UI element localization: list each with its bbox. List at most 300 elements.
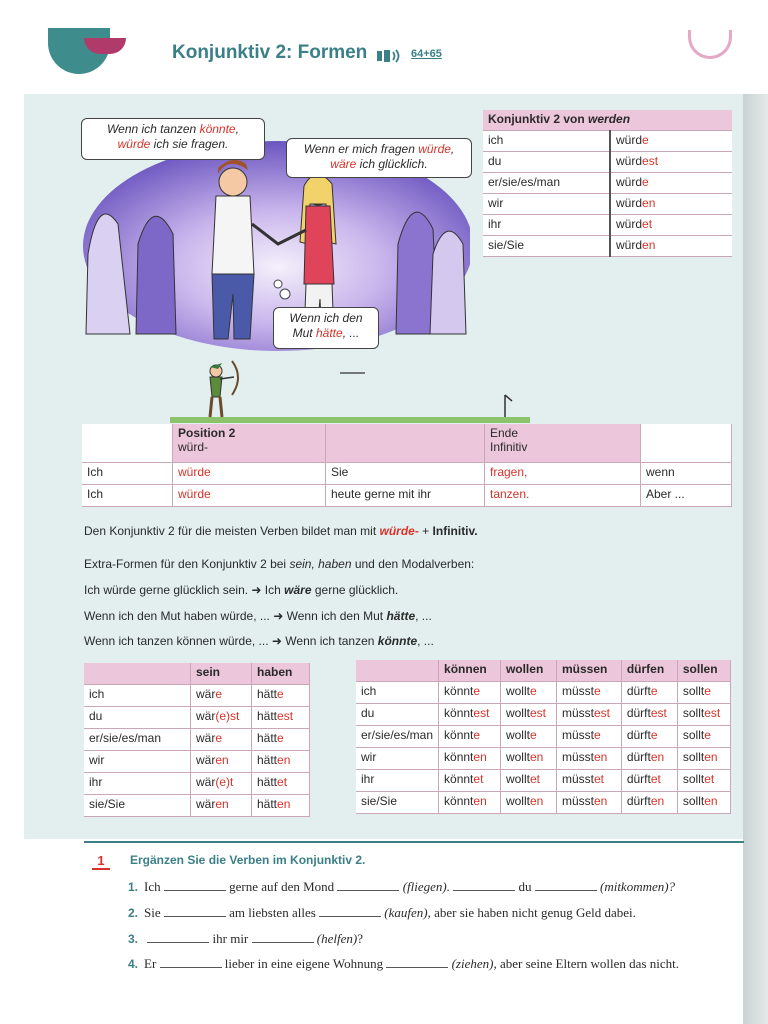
stem: könnt (444, 728, 474, 742)
archer-illustration (160, 355, 540, 427)
item-text: gerne auf den Mond (229, 879, 335, 894)
bubble-highlight: würde (117, 137, 151, 151)
form-cell (556, 682, 621, 704)
item-number: 3. (128, 932, 139, 946)
ending: est (704, 706, 721, 720)
header-cell-middle (326, 424, 485, 463)
stem: hätt (257, 753, 278, 767)
form-cell (191, 795, 252, 817)
item-number: 4. (128, 957, 139, 971)
answer-blank[interactable] (252, 930, 314, 943)
table-row (483, 173, 732, 194)
answer-blank[interactable] (164, 878, 226, 891)
item-text: Ich (144, 879, 161, 894)
text-emphasis: wäre (284, 583, 312, 597)
stem: wollt (505, 706, 530, 720)
stem: hätt (257, 731, 278, 745)
form-cell (556, 704, 621, 726)
form-cell (191, 729, 252, 751)
pronoun-cell: wir (483, 194, 610, 215)
table-row (82, 463, 732, 485)
stem: wollt (505, 750, 530, 764)
table-row (84, 751, 310, 773)
form-cell (677, 748, 730, 770)
bubble-text: Wenn ich tanzen (107, 122, 200, 136)
cell-continuation: Aber ... (641, 485, 732, 507)
form-cell (191, 773, 252, 795)
pronoun-cell: ihr (84, 773, 191, 795)
ending: en (704, 750, 718, 764)
speech-bubble-3 (273, 307, 379, 349)
cell-infinitive: fragen, (485, 463, 641, 485)
item-text: lieber in eine eigene Wohnung (224, 956, 384, 971)
form-cell (610, 173, 732, 194)
stem: könnt (444, 706, 474, 720)
stem: wär (196, 709, 216, 723)
bubble-text: , ... (342, 326, 360, 340)
ending: en (473, 794, 487, 808)
item-verb-hint: (mitkommen)? (599, 879, 676, 894)
stem: hätt (257, 687, 278, 701)
ending: e (473, 684, 481, 698)
bubble-highlight: hätte (315, 326, 343, 340)
ending: en (473, 750, 487, 764)
form-cell (191, 751, 252, 773)
header-cell-empty (82, 424, 173, 463)
answer-blank[interactable] (319, 904, 381, 917)
stem: würd (616, 175, 643, 189)
table-row (84, 685, 310, 707)
form-cell (500, 748, 556, 770)
grammar-rule (84, 524, 478, 538)
ending: et (473, 772, 484, 786)
table-header-row (356, 660, 731, 682)
pronoun-cell: ihr (356, 770, 439, 792)
text: , ... (417, 634, 434, 648)
form-cell (252, 751, 310, 773)
pronoun-cell: du (483, 152, 610, 173)
pronoun-cell: wir (356, 748, 439, 770)
ending: en (529, 794, 544, 808)
form-cell (439, 770, 501, 792)
pronoun-cell: ich (356, 682, 439, 704)
speech-bubble-2 (286, 138, 472, 178)
form-cell (439, 748, 501, 770)
ending: en (594, 794, 608, 808)
header-cell: können (439, 660, 501, 682)
ending: en (215, 797, 229, 811)
table-row (84, 773, 310, 795)
exercise-item-2 (128, 904, 636, 921)
ending: et (529, 772, 540, 786)
ending: en (704, 794, 718, 808)
rule-bold: Infinitiv. (432, 524, 478, 538)
ending: et (642, 217, 653, 231)
item-text: am liebsten alles (229, 905, 316, 920)
ending: e (642, 175, 649, 189)
stem: müsst (561, 706, 594, 720)
sentence-position-table (82, 424, 732, 507)
ending: e (650, 684, 658, 698)
item-number: 1. (128, 880, 139, 894)
stem: dürft (626, 772, 651, 786)
stem: dürft (626, 728, 651, 742)
ending: e (277, 731, 284, 745)
form-cell (500, 726, 556, 748)
header-cell-ende (485, 424, 641, 463)
ending: (e)t (215, 775, 234, 789)
stem: dürft (626, 794, 651, 808)
form-cell (500, 792, 556, 814)
form-cell (621, 770, 677, 792)
answer-blank[interactable] (535, 878, 597, 891)
table-row (84, 707, 310, 729)
modal-verbs-table (356, 660, 731, 814)
form-cell (677, 726, 730, 748)
text: und den Modalverben: (351, 557, 475, 571)
table-row (483, 194, 732, 215)
form-cell (677, 770, 730, 792)
page-shadow (743, 94, 768, 1024)
cell-continuation: wenn (641, 463, 732, 485)
example-line-1 (84, 583, 398, 597)
form-cell (252, 729, 310, 751)
text-emphasis: könnte (377, 634, 418, 648)
pronoun-cell: er/sie/es/man (84, 729, 191, 751)
stem: würd (616, 238, 643, 252)
form-cell (252, 685, 310, 707)
cell-verb: würde (173, 463, 326, 485)
header-cell: sein (191, 663, 252, 685)
form-cell (439, 726, 501, 748)
text-emphasis: sein, haben (289, 557, 352, 571)
pronoun-cell: wir (84, 751, 191, 773)
exercise-item-4 (128, 955, 679, 972)
table-row (84, 729, 310, 751)
ending: est (594, 706, 611, 720)
stem: müsst (561, 772, 594, 786)
audio-icon[interactable] (376, 48, 402, 64)
ending: en (642, 196, 656, 210)
cell-verb: würde (173, 485, 326, 507)
table-header-row (483, 110, 732, 131)
ending: est (529, 706, 546, 720)
text: Ich würde gerne glücklich sein. ➜ Ich (84, 583, 285, 597)
rule-text: + (418, 524, 433, 538)
header-sublabel: Infinitiv (490, 440, 528, 454)
pronoun-cell: sie/Sie (84, 795, 191, 817)
stem: würd (616, 154, 643, 168)
stem: könnt (444, 772, 474, 786)
bubble-text: Wenn er mich fragen (303, 142, 419, 156)
table-row (356, 704, 731, 726)
rule-emphasis: würde- (379, 524, 419, 538)
ending: est (473, 706, 490, 720)
item-text: , aber sie haben nicht genug Geld dabei. (427, 905, 636, 920)
form-cell (556, 748, 621, 770)
ending: e (215, 687, 223, 701)
answer-blank[interactable] (337, 878, 399, 891)
form-cell (621, 792, 677, 814)
bubble-highlight: würde (418, 142, 451, 156)
table-header-row (84, 663, 310, 685)
pronoun-cell: er/sie/es/man (483, 173, 610, 194)
form-cell (439, 704, 501, 726)
audio-track-number[interactable]: 64+65 (411, 48, 442, 60)
item-text: ? (357, 931, 363, 946)
stem: sollt (682, 794, 705, 808)
exercise-item-3 (128, 930, 363, 947)
ending: (e)st (215, 709, 240, 723)
bubble-text: , (450, 142, 455, 156)
pronoun-cell: du (84, 707, 191, 729)
ending: est (277, 709, 294, 723)
ending: e (704, 684, 711, 698)
bubble-text: ich sie fragen. (150, 137, 229, 151)
table-row (356, 726, 731, 748)
stem: wollt (505, 794, 530, 808)
header-sublabel: würd- (178, 440, 209, 454)
stem: dürft (626, 684, 651, 698)
page-title: Konjunktiv 2: Formen (172, 42, 368, 63)
bubble-text: Mut (292, 326, 316, 340)
title-text: Konjunktiv 2 von (488, 112, 589, 126)
form-cell (621, 726, 677, 748)
form-cell (439, 682, 501, 704)
stem: könnt (444, 750, 474, 764)
cell-middle: heute gerne mit ihr (326, 485, 485, 507)
bubble-highlight: wäre (330, 157, 357, 171)
form-cell (621, 704, 677, 726)
form-cell (556, 770, 621, 792)
stem: könnt (444, 794, 474, 808)
form-cell (191, 707, 252, 729)
text: Wenn ich tanzen können würde, ... ➜ Wenn ich tanzen (84, 634, 378, 648)
ending: e (650, 728, 658, 742)
stem: hätt (257, 775, 278, 789)
stem: würd (616, 133, 643, 147)
stem: dürft (626, 750, 651, 764)
stem: sollt (682, 728, 705, 742)
form-cell (677, 792, 730, 814)
stem: wär (196, 687, 216, 701)
answer-blank[interactable] (453, 878, 515, 891)
stem: müsst (561, 684, 594, 698)
stem: wär (196, 731, 216, 745)
stem: könnt (444, 684, 474, 698)
pronoun-cell: ich (483, 131, 610, 152)
table-row (84, 795, 310, 817)
cell-subject: Ich (82, 485, 173, 507)
header-label: Position 2 (178, 426, 236, 440)
form-cell (677, 682, 730, 704)
item-text: Er (144, 956, 157, 971)
form-cell (610, 152, 732, 173)
form-cell (500, 682, 556, 704)
title-verb: werden (588, 112, 631, 126)
stem: sollt (682, 772, 705, 786)
sein-haben-table (84, 663, 310, 817)
ending: en (215, 753, 229, 767)
ending: et (650, 772, 661, 786)
rule-text: Den Konjunktiv 2 für die meisten Verben bildet man mit (84, 524, 380, 538)
answer-blank[interactable] (386, 955, 448, 968)
werden-table-title (483, 110, 732, 131)
bubble-text: , (235, 122, 239, 136)
item-number: 2. (128, 906, 139, 920)
header-label: Ende (490, 426, 519, 440)
ending: e (594, 684, 601, 698)
table-row (483, 236, 732, 257)
table-header-row (82, 424, 732, 463)
text: gerne glücklich. (311, 583, 399, 597)
header-cell: haben (252, 663, 310, 685)
ending: en (650, 750, 665, 764)
form-cell (621, 748, 677, 770)
form-cell (610, 236, 732, 257)
ending: e (594, 728, 601, 742)
ending: en (529, 750, 544, 764)
stem: sollt (682, 750, 705, 764)
stem: sollt (682, 706, 705, 720)
exercise-item-1 (128, 878, 675, 895)
ending: est (650, 706, 667, 720)
header-cell (356, 660, 439, 682)
table-row (356, 792, 731, 814)
table-row (483, 131, 732, 152)
stem: wollt (505, 728, 530, 742)
bubble-text: ich glücklich. (356, 157, 428, 171)
answer-blank[interactable] (147, 930, 209, 943)
ending: e (277, 687, 284, 701)
ending: e (529, 728, 537, 742)
form-cell (191, 685, 252, 707)
form-cell (677, 704, 730, 726)
answer-blank[interactable] (164, 904, 226, 917)
stem: hätt (257, 797, 278, 811)
stem: müsst (561, 750, 594, 764)
item-verb-hint: (kaufen) (384, 905, 428, 920)
exercise-divider (84, 841, 744, 843)
item-verb-hint: (helfen) (316, 931, 358, 946)
cell-infinitive: tanzen. (485, 485, 641, 507)
header-cell: dürfen (621, 660, 677, 682)
table-row (356, 748, 731, 770)
form-cell (621, 682, 677, 704)
header-cell-position2 (173, 424, 326, 463)
example-line-3 (84, 634, 434, 648)
stem: hätt (257, 709, 278, 723)
text: Extra-Formen für den Konjunktiv 2 bei (84, 557, 290, 571)
ending: e (529, 684, 537, 698)
pronoun-cell: ich (84, 685, 191, 707)
pronoun-cell: ihr (483, 215, 610, 236)
ending: e (215, 731, 223, 745)
ending: e (642, 133, 649, 147)
item-text: , aber seine Eltern wollen das nicht. (493, 956, 680, 971)
form-cell (439, 792, 501, 814)
table-row (483, 152, 732, 173)
form-cell (252, 707, 310, 729)
stem: wär (196, 797, 216, 811)
stem: müsst (561, 794, 594, 808)
stem: müsst (561, 728, 594, 742)
cell-subject: Ich (82, 463, 173, 485)
ending: en (594, 750, 608, 764)
pronoun-cell: er/sie/es/man (356, 726, 439, 748)
ending: est (642, 154, 659, 168)
item-text: ihr mir (212, 931, 249, 946)
pronoun-cell: sie/Sie (356, 792, 439, 814)
text-emphasis: hätte (386, 609, 416, 623)
bubble-text: Wenn ich den (289, 311, 363, 325)
ending: en (650, 794, 665, 808)
table-row (82, 485, 732, 507)
stem: wär (196, 775, 216, 789)
exercise-title: Ergänzen Sie die Verben im Konjunktiv 2. (130, 853, 366, 867)
form-cell (610, 131, 732, 152)
table-row (483, 215, 732, 236)
item-text: du (518, 879, 532, 894)
stem: würd (616, 217, 643, 231)
form-cell (610, 194, 732, 215)
ending: en (642, 238, 656, 252)
pronoun-cell: sie/Sie (483, 236, 610, 257)
ending: et (704, 772, 715, 786)
text: Wenn ich den Mut haben würde, ... ➜ Wenn ich den Mut (84, 609, 387, 623)
header-cell-empty (641, 424, 732, 463)
header-cell: sollen (677, 660, 730, 682)
speech-bubble-1 (81, 118, 265, 160)
ending: en (277, 753, 291, 767)
stem: sollt (682, 684, 705, 698)
item-verb-hint: (fliegen). (402, 879, 450, 894)
ending: e (704, 728, 711, 742)
stem: wollt (505, 684, 530, 698)
form-cell (556, 792, 621, 814)
form-cell (610, 215, 732, 236)
item-verb-hint: (ziehen) (451, 956, 494, 971)
ending: et (277, 775, 288, 789)
form-cell (500, 770, 556, 792)
extra-forms-intro (84, 557, 474, 571)
pronoun-cell: du (356, 704, 439, 726)
stem: wär (196, 753, 216, 767)
item-text: Sie (144, 905, 161, 920)
ending: et (594, 772, 605, 786)
form-cell (500, 704, 556, 726)
exercise-number: 1 (92, 853, 110, 870)
cell-middle: Sie (326, 463, 485, 485)
header-decoration-ring (688, 30, 732, 59)
header-cell (84, 663, 191, 685)
bubble-highlight: könnte (199, 122, 236, 136)
form-cell (252, 795, 310, 817)
header-cell: müssen (556, 660, 621, 682)
answer-blank[interactable] (160, 955, 222, 968)
example-line-2 (84, 609, 432, 623)
stem: dürft (626, 706, 651, 720)
stem: würd (616, 196, 643, 210)
table-row (356, 682, 731, 704)
werden-conjugation-table (483, 110, 732, 257)
form-cell (252, 773, 310, 795)
ending: en (277, 797, 291, 811)
stem: wollt (505, 772, 530, 786)
table-row (356, 770, 731, 792)
form-cell (556, 726, 621, 748)
header-cell: wollen (500, 660, 556, 682)
